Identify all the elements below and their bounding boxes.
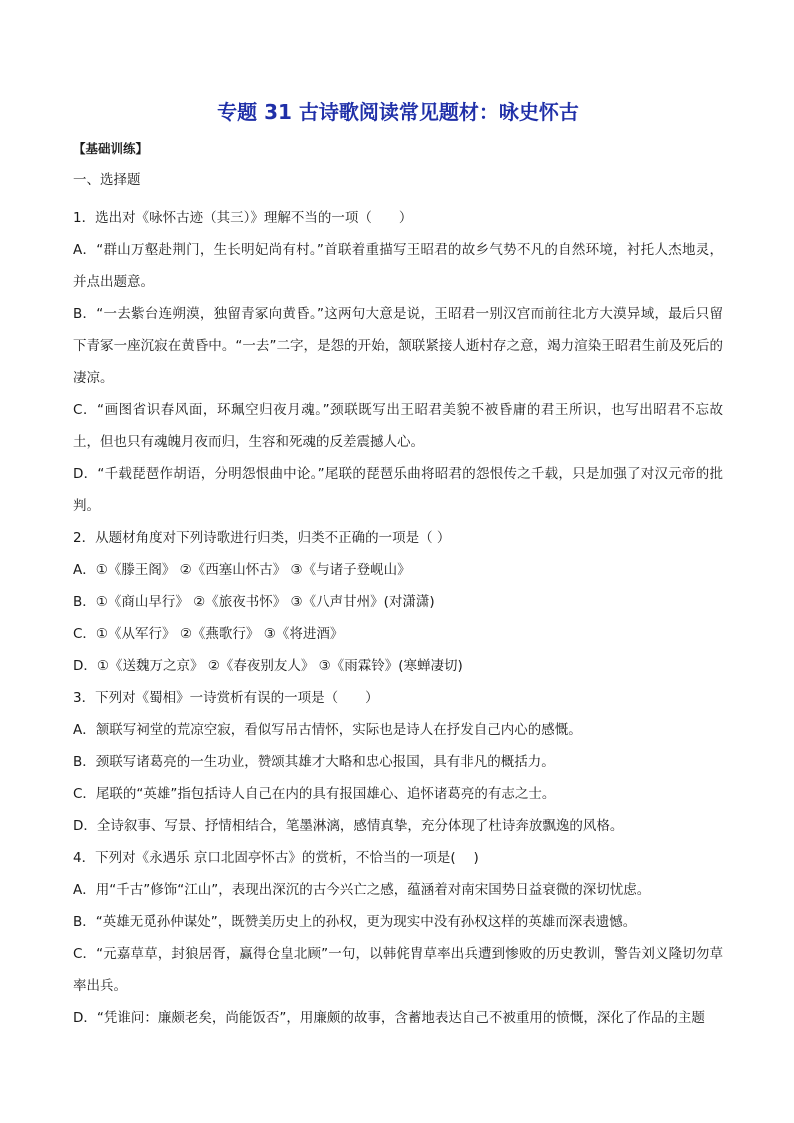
question-2 (73, 522, 723, 682)
section-heading: 一、选择题 (73, 172, 141, 188)
question-stem: 3．下列对《蜀相》一诗赏析有误的一项是（ ） (73, 690, 379, 706)
option-a: A．“群山万壑赴荆门，生长明妃尚有村。”首联着重描写王昭君的故乡气势不凡的自然环境，衬托人杰地灵，并点出题意。 (73, 242, 723, 290)
question-3 (73, 682, 723, 842)
question-stem: 4．下列对《永遇乐 京口北固亭怀古》的赏析，不恰当的一项是( ) (73, 850, 479, 866)
option-c: C．“元嘉草草，封狼居胥，赢得仓皇北顾”一句，以韩侂胄草率出兵遭到惨败的历史教训，警告刘义隆切勿草率出兵。 (73, 946, 723, 994)
option-b: B．①《商山早行》 ②《旅夜书怀》 ③《八声甘州》(对潇潇) (73, 594, 435, 610)
option-a: A．颔联写祠堂的荒凉空寂，看似写吊古情怀，实际也是诗人在抒发自己内心的感慨。 (73, 722, 582, 738)
option-a: A．①《滕王阁》 ②《西塞山怀古》 ③《与诸子登岘山》 (73, 562, 411, 578)
section-tag: 【基础训练】 (73, 141, 149, 156)
option-d: D．全诗叙事、写景、抒情相结合，笔墨淋漓，感情真挚，充分体现了杜诗奔放飘逸的风格。 (73, 818, 624, 834)
question-4 (73, 842, 723, 1034)
option-a: A．用“千古”修饰“江山”，表现出深沉的古今兴亡之感，蕴涵着对南宋国势日益衰微的深切忧虑。 (73, 882, 651, 898)
option-d: D．“千载琵琶作胡语，分明怨恨曲中论。”尾联的琵琶乐曲将昭君的怨恨传之千载，只是加强了对汉元帝的批判。 (73, 466, 723, 514)
option-c: C．①《从军行》 ②《燕歌行》 ③《将进酒》 (73, 626, 344, 642)
option-d: D．①《送魏万之京》 ②《春夜别友人》 ③《雨霖铃》(寒蝉凄切) (73, 658, 463, 674)
option-b: B．颈联写诸葛亮的一生功业，赞颂其雄才大略和忠心报国，具有非凡的概括力。 (73, 754, 555, 770)
document-page (73, 98, 723, 1034)
option-b: B．“英雄无觅孙仲谋处”，既赞美历史上的孙权，更为现实中没有孙权这样的英雄而深表遗憾。 (73, 914, 637, 930)
question-stem: 2．从题材角度对下列诗歌进行归类，归类不正确的一项是（ ） (73, 530, 451, 546)
option-c: C．“画图省识春风面，环珮空归夜月魂。”颈联既写出王昭君美貌不被昏庸的君王所识，也写出昭君不忘故土，但也只有魂魄月夜而归，生容和死魂的反差震撼人心。 (73, 402, 723, 450)
option-b: B．“一去紫台连朔漠，独留青冢向黄昏。”这两句大意是说，王昭君一别汉宫而前往北方大漠异域，最后只留下青冢一座沉寂在黄昏中。“一去”二字，是怨的开始，颔联紧接人逝村存之意，竭力渲染王昭君生前及死后的凄凉。 (73, 306, 723, 386)
question-1 (73, 202, 723, 522)
option-c: C．尾联的“英雄”指包括诗人自己在内的具有报国雄心、追怀诸葛亮的有志之士。 (73, 786, 556, 802)
option-d: D．“凭谁问：廉颇老矣，尚能饭否”，用廉颇的故事，含蓄地表达自己不被重用的愤慨，深化了作品的主题 (73, 1010, 705, 1026)
page-title: 专题 31 古诗歌阅读常见题材：咏史怀古 (217, 100, 579, 124)
question-stem: 1．选出对《咏怀古迹（其三）》理解不当的一项（ ） (73, 210, 413, 226)
